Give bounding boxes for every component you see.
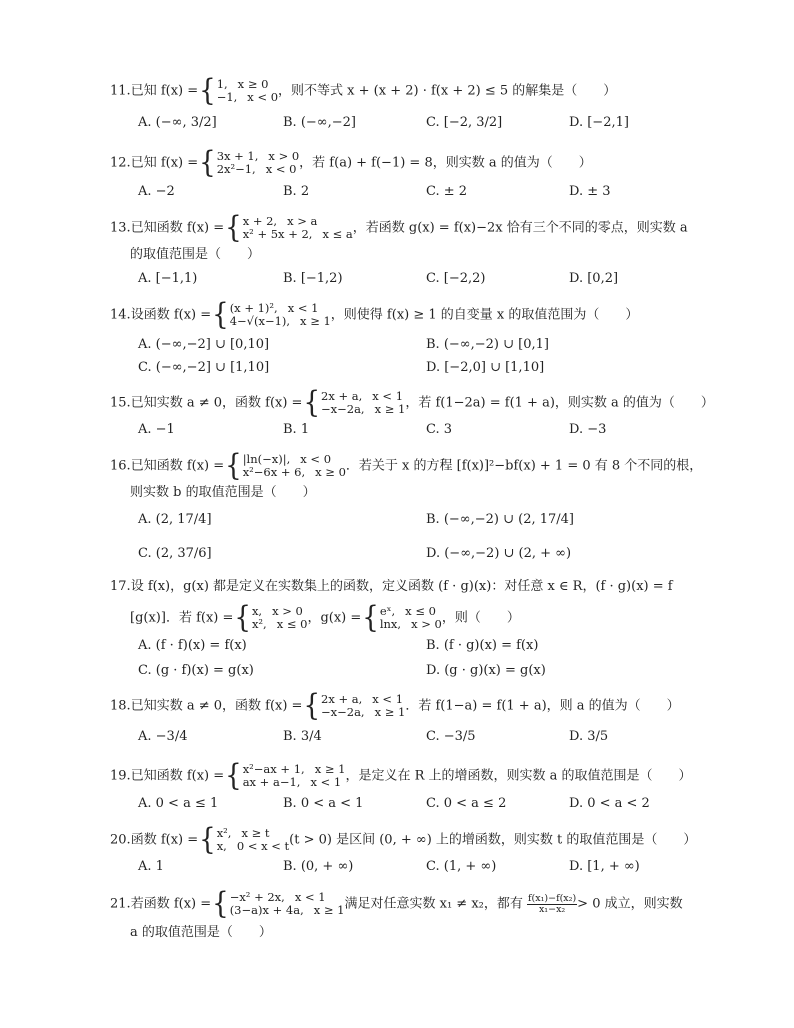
option-b[interactable]: B. (f · g)(x) = f(x): [426, 638, 539, 653]
option-c[interactable]: C. (g · f)(x) = g(x): [138, 663, 254, 678]
option-a[interactable]: A. (f · f)(x) = f(x): [138, 638, 247, 653]
option-b[interactable]: B. 0 < a < 1: [283, 796, 364, 811]
option-d[interactable]: D. [−2,0] ∪ [1,10]: [426, 360, 545, 375]
question-19: 19.已知函数 f(x) ={ x²−ax + 1, x ≥ 1 ax + a−1, x < 1 ，是定义在 R 上的增函数，则实数 a 的取值范围是（ ）: [110, 758, 692, 794]
option-d[interactable]: D. [−2,1]: [569, 115, 629, 130]
question-20: 20.函数 f(x) ={ x², x ≥ t x, 0 < x < t (t > 0) 是区间 (0, + ∞) 上的增函数，则实数 t 的取值范围是（ ）: [110, 822, 697, 858]
option-d[interactable]: D. −3: [569, 422, 607, 437]
option-c[interactable]: C. [−2, 3/2]: [426, 115, 503, 130]
option-c[interactable]: C. 0 < a ≤ 2: [426, 796, 507, 811]
option-a[interactable]: A. (2, 17/4]: [138, 512, 212, 527]
option-b[interactable]: B. (−∞,−2]: [283, 115, 356, 130]
question-21: 21.若函数 f(x) ={ −x² + 2x, x < 1 (3−a)x + 4a, x ≥ 1 满足对任意实数 x₁ ≠ x₂，都有 $\frac{\text{f(x₁)−f(x₂)}}{\text{x₁−x₂}}$ > 0 成立，则实数: [110, 886, 683, 922]
option-c[interactable]: C. (2, 37/6]: [138, 546, 212, 561]
option-a[interactable]: A. [−1,1): [138, 271, 198, 286]
option-c[interactable]: C. 3: [426, 422, 453, 437]
option-d[interactable]: D. [0,2]: [569, 271, 619, 286]
option-a[interactable]: A. 1: [138, 859, 164, 874]
option-c[interactable]: C. (−∞,−2] ∪ [1,10]: [138, 360, 270, 375]
option-b[interactable]: B. (−∞,−2) ∪ [0,1]: [426, 337, 549, 352]
option-b[interactable]: B. (−∞,−2) ∪ (2, 17/4]: [426, 512, 575, 527]
question-17-cont: [g(x)]．若 f(x) ={ x, x > 0 x², x ≤ 0 ，g(x) ={ eˣ, x ≤ 0 lnx, x > 0 ，则（ ）: [130, 600, 520, 636]
question-16: 16.已知函数 f(x) ={ |ln(−x)|, x < 0 x²−6x + 6, x ≥ 0 ．若关于 x 的方程 [f(x)]²−bf(x) + 1 = 0 有 8 个不同的根，: [110, 448, 703, 484]
fraction: $\frac{\text{f(x₁)−f(x₂)}}{\text{x₁−x₂}}$: [528, 892, 577, 915]
option-c[interactable]: C. (1, + ∞): [426, 859, 497, 874]
option-a[interactable]: A. −1: [138, 422, 175, 437]
option-a[interactable]: A. −2: [138, 184, 175, 199]
option-d[interactable]: D. ± 3: [569, 184, 611, 199]
question-17: 17.设 f(x)，g(x) 都是定义在实数集上的函数，定义函数 (f · g)(x)：对任意 x ∈ R，(f · g)(x) = f: [110, 579, 673, 594]
option-b[interactable]: B. 3/4: [283, 729, 322, 744]
option-c[interactable]: C. ± 2: [426, 184, 468, 199]
question-12: 12.已知 f(x) ={ 3x + 1, x > 0 2x²−1, x < 0 ，若 f(a) + f(−1) = 8，则实数 a 的值为（ ）: [110, 145, 592, 181]
option-a[interactable]: A. −3/4: [138, 729, 188, 744]
question-11: 11.已知 f(x) ={ 1, x ≥ 0 −1, x < 0 ，则不等式 x + (x + 2) · f(x + 2) ≤ 5 的解集是（ ）: [110, 73, 617, 109]
option-d[interactable]: D. (g · g)(x) = g(x): [426, 663, 546, 678]
option-a[interactable]: A. 0 < a ≤ 1: [138, 796, 219, 811]
option-d[interactable]: D. (−∞,−2) ∪ (2, + ∞): [426, 546, 572, 561]
option-d[interactable]: D. 0 < a < 2: [569, 796, 650, 811]
question-14: 14.设函数 f(x) ={ (x + 1)², x < 1 4−√(x−1), x ≥ 1 ，则使得 f(x) ≥ 1 的自变量 x 的取值范围为（ ）: [110, 297, 639, 333]
question-18: 18.已知实数 a ≠ 0，函数 f(x) ={ 2x + a, x < 1 −x−2a, x ≥ 1 ．若 f(1−a) = f(1 + a)，则 a 的值为（ ）: [110, 688, 680, 724]
question-13: 13.已知函数 f(x) ={ x + 2, x > a x² + 5x + 2, x ≤ a ，若函数 g(x) = f(x)−2x 恰有三个不同的零点，则实数 a: [110, 210, 688, 246]
option-b[interactable]: B. 2: [283, 184, 310, 199]
option-a[interactable]: A. (−∞, 3/2]: [138, 115, 217, 130]
question-13-cont: 的取值范围是（ ）: [130, 247, 261, 262]
question-21-cont: a 的取值范围是（ ）: [130, 925, 272, 940]
option-d[interactable]: D. 3/5: [569, 729, 609, 744]
question-15: 15.已知实数 a ≠ 0，函数 f(x) ={ 2x + a, x < 1 −x−2a, x ≥ 1 ，若 f(1−2a) = f(1 + a)，则实数 a 的值为（ ）: [110, 385, 714, 421]
piecewise-cases: 1, x ≥ 0 −1, x < 0: [216, 77, 279, 104]
option-b[interactable]: B. 1: [283, 422, 310, 437]
option-c[interactable]: C. [−2,2): [426, 271, 486, 286]
option-c[interactable]: C. −3/5: [426, 729, 476, 744]
question-16-cont: 则实数 b 的取值范围是（ ）: [130, 485, 316, 500]
option-a[interactable]: A. (−∞,−2] ∪ [0,10]: [138, 337, 270, 352]
option-b[interactable]: B. [−1,2): [283, 271, 343, 286]
option-d[interactable]: D. [1, + ∞): [569, 859, 640, 874]
option-b[interactable]: B. (0, + ∞): [283, 859, 354, 874]
